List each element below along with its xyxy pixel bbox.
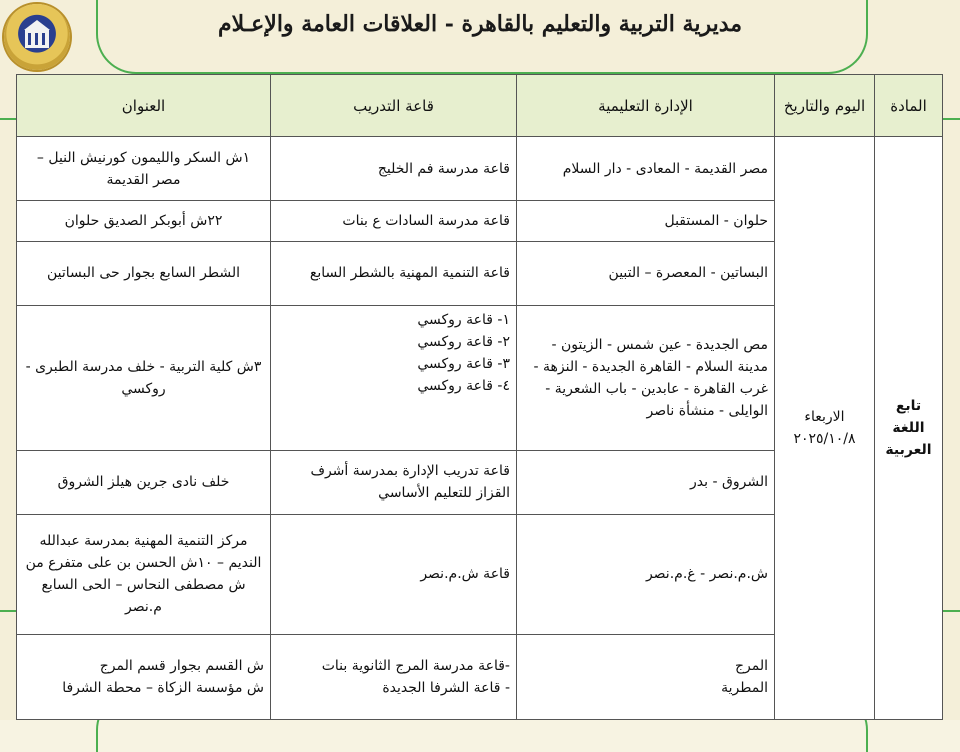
- table-row: [17, 137, 943, 201]
- hall-cell: قاعة ش.م.نصر: [271, 514, 517, 634]
- hall-cell: قاعة مدرسة السادات ع بنات: [271, 201, 517, 242]
- admin-cell: البساتين - المعصرة – التبين: [517, 241, 775, 305]
- address-cell: الشطر السابع بجوار حى البساتين: [17, 241, 271, 305]
- admin-cell: ش.م.نصر - غ.م.نصر: [517, 514, 775, 634]
- admin-cell: مصر القديمة - المعادى - دار السلام: [517, 137, 775, 201]
- address-cell: ش القسم بجوار قسم المرج ش مؤسسة الزكاة – محطة الشرفا: [17, 634, 271, 719]
- admin-cell: المرج المطرية: [517, 634, 775, 719]
- page-title: مديرية التربية والتعليم بالقاهرة - العلاقات العامة والإعـلام: [217, 11, 743, 37]
- admin-cell: الشروق - بدر: [517, 450, 775, 514]
- address-cell: خلف نادى جرين هيلز الشروق: [17, 450, 271, 514]
- hall-cell: قاعة التنمية المهنية بالشطر السابع: [271, 241, 517, 305]
- header-admin: الإدارة التعليمية: [517, 75, 775, 137]
- address-cell: مركز التنمية المهنية بمدرسة عبدالله النديم – ١٠ش الحسن بن على متفرع من ش مصطفى النحاس – الحى السابع م.نصر: [17, 514, 271, 634]
- header-subject: المادة: [875, 75, 943, 137]
- header-address: العنوان: [17, 75, 271, 137]
- address-cell: ٣ش كلية التربية - خلف مدرسة الطبرى - روكسي: [17, 305, 271, 450]
- hall-cell: قاعة مدرسة فم الخليج: [271, 137, 517, 201]
- hall-cell: ١- قاعة روكسي ٢- قاعة روكسي ٣- قاعة روكسي ٤- قاعة روكسي: [271, 305, 517, 450]
- hall-cell: -قاعة مدرسة المرج الثانوية بنات - قاعة الشرفا الجديدة: [271, 634, 517, 719]
- schedule-table: [16, 74, 943, 720]
- address-cell: ٢٢ش أبوبكر الصديق حلوان: [17, 201, 271, 242]
- ministry-logo-icon: [4, 4, 70, 70]
- subject-cell: تابع اللغة العربية: [875, 137, 943, 720]
- admin-cell: حلوان - المستقبل: [517, 201, 775, 242]
- day-date-cell: الاربعاء ٢٠٢٥/١٠/٨: [775, 137, 875, 720]
- header-hall: قاعة التدريب: [271, 75, 517, 137]
- hall-cell: قاعة تدريب الإدارة بمدرسة أشرف القزاز للتعليم الأساسي: [271, 450, 517, 514]
- admin-cell: مص الجديدة - عين شمس - الزيتون - مدينة السلام - القاهرة الجديدة - النزهة - غرب القاهرة - عابدين - باب الشعرية - الوايلى - منشأة ناصر: [517, 305, 775, 450]
- address-cell: ١ش السكر والليمون كورنيش النيل – مصر القديمة: [17, 137, 271, 201]
- table-header-row: [17, 75, 943, 137]
- header-day-date: اليوم والتاريخ: [775, 75, 875, 137]
